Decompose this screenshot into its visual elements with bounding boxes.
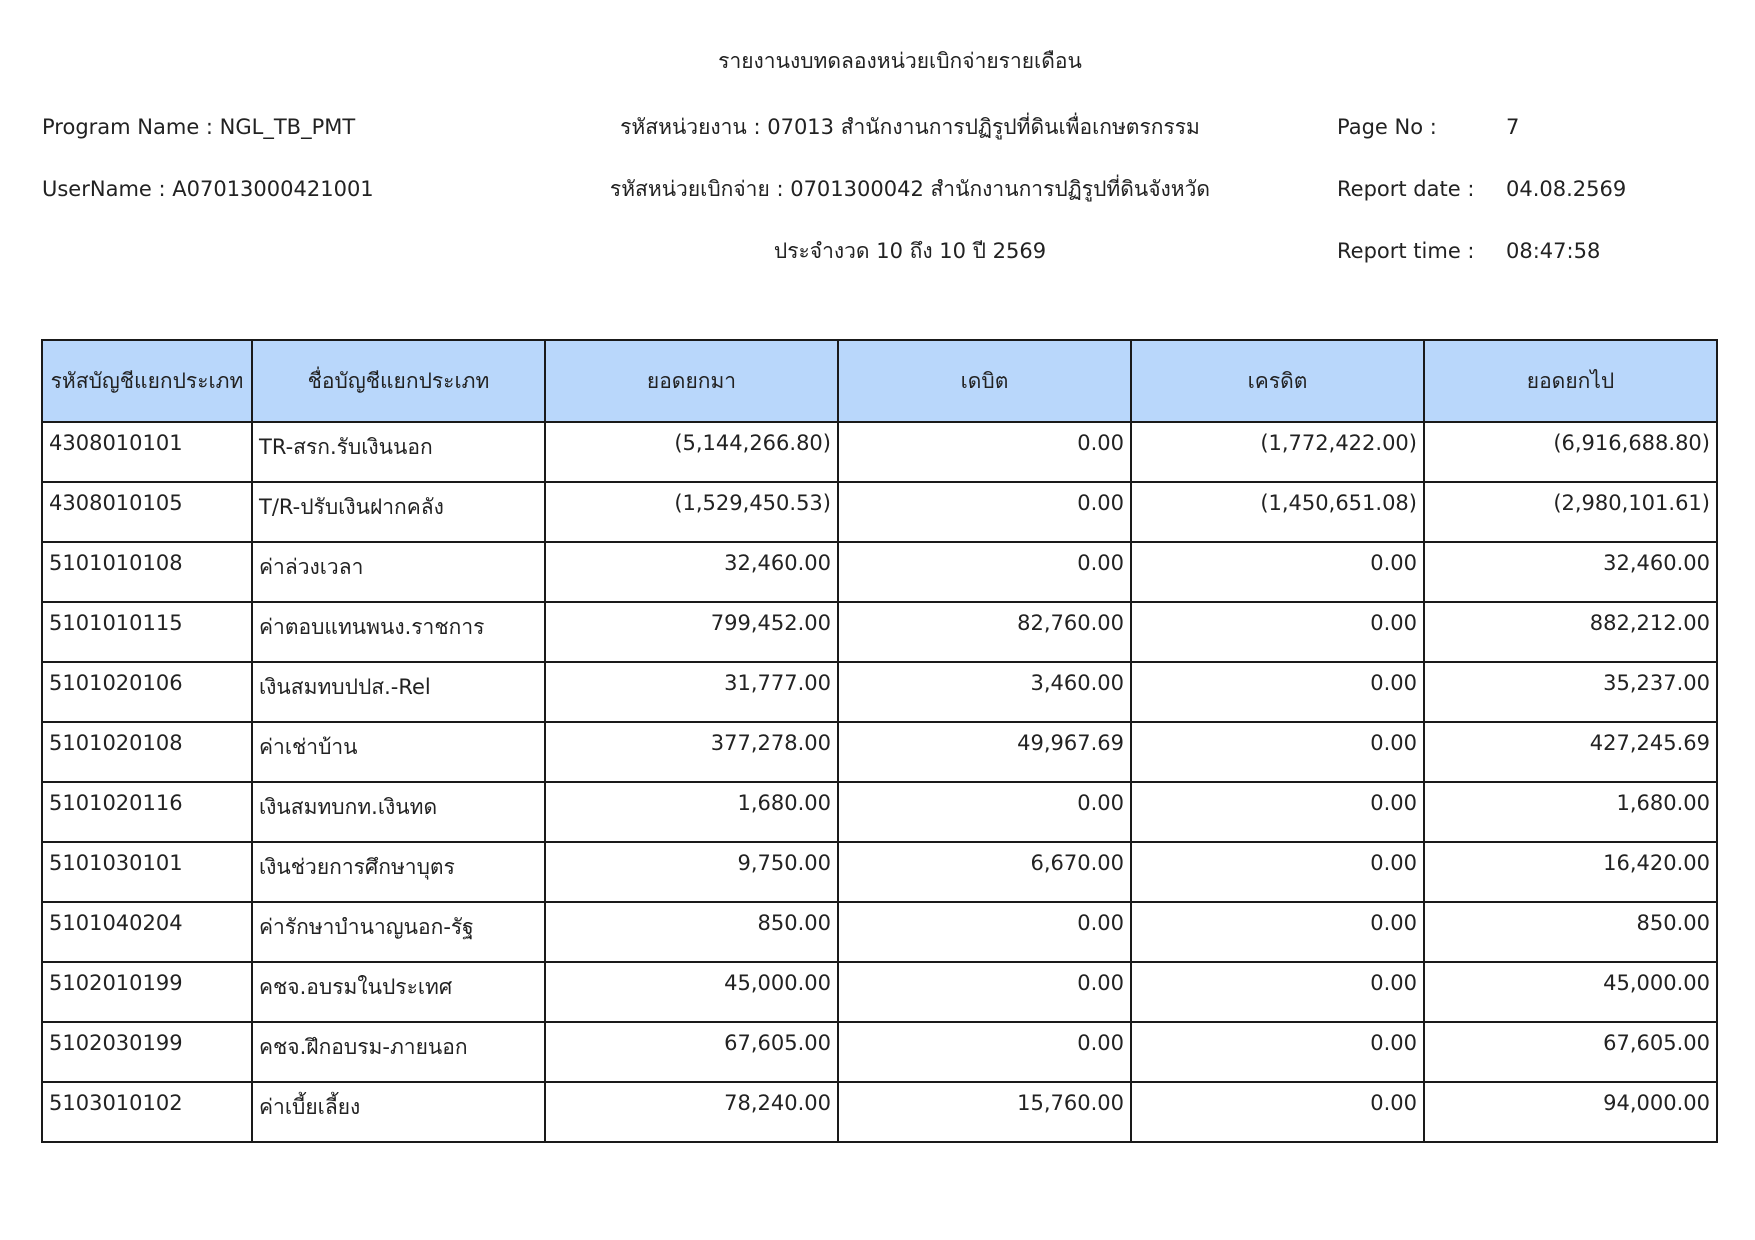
program-name: Program Name : NGL_TB_PMT bbox=[42, 115, 356, 139]
table-row bbox=[42, 542, 1717, 602]
account-name-cell: ค่ารักษาบำนาญนอก-รัฐ bbox=[252, 902, 545, 962]
opening-balance-cell: 45,000.00 bbox=[545, 962, 838, 1022]
report-title: รายงานงบทดลองหน่วยเบิกจ่ายรายเดือน bbox=[718, 49, 1082, 73]
closing-balance-cell: 35,237.00 bbox=[1424, 662, 1717, 722]
col-header-opening-balance: ยอดยกมา bbox=[545, 340, 838, 422]
account-code-cell: 5101030101 bbox=[42, 842, 252, 902]
account-name-cell: T/R-ปรับเงินฝากคลัง bbox=[252, 482, 545, 542]
opening-balance-cell: 32,460.00 bbox=[545, 542, 838, 602]
table-row bbox=[42, 1022, 1717, 1082]
page-no-label: Page No : bbox=[1337, 115, 1437, 139]
table-row bbox=[42, 722, 1717, 782]
table-header-row bbox=[42, 340, 1717, 422]
closing-balance-cell: 427,245.69 bbox=[1424, 722, 1717, 782]
report-date-label: Report date : bbox=[1337, 177, 1475, 201]
debit-cell: 0.00 bbox=[838, 902, 1131, 962]
account-name-cell: เงินสมทบกท.เงินทด bbox=[252, 782, 545, 842]
opening-balance-cell: 1,680.00 bbox=[545, 782, 838, 842]
table-row bbox=[42, 782, 1717, 842]
user-name: UserName : A07013000421001 bbox=[42, 177, 374, 201]
debit-cell: 0.00 bbox=[838, 1022, 1131, 1082]
credit-cell: 0.00 bbox=[1131, 842, 1424, 902]
opening-balance-cell: 31,777.00 bbox=[545, 662, 838, 722]
col-header-credit: เครดิต bbox=[1131, 340, 1424, 422]
debit-cell: 15,760.00 bbox=[838, 1082, 1131, 1142]
table-row bbox=[42, 962, 1717, 1022]
credit-cell: 0.00 bbox=[1131, 722, 1424, 782]
account-name-cell: คชจ.ฝึกอบรม-ภายนอก bbox=[252, 1022, 545, 1082]
account-code-cell: 5101020106 bbox=[42, 662, 252, 722]
opening-balance-cell: 9,750.00 bbox=[545, 842, 838, 902]
opening-balance-cell: 67,605.00 bbox=[545, 1022, 838, 1082]
closing-balance-cell: 1,680.00 bbox=[1424, 782, 1717, 842]
closing-balance-cell: 94,000.00 bbox=[1424, 1082, 1717, 1142]
debit-cell: 0.00 bbox=[838, 962, 1131, 1022]
account-name-cell: ค่าตอบแทนพนง.ราชการ bbox=[252, 602, 545, 662]
closing-balance-cell: 32,460.00 bbox=[1424, 542, 1717, 602]
debit-cell: 82,760.00 bbox=[838, 602, 1131, 662]
closing-balance-cell: (2,980,101.61) bbox=[1424, 482, 1717, 542]
account-code-cell: 5102010199 bbox=[42, 962, 252, 1022]
account-code-cell: 4308010105 bbox=[42, 482, 252, 542]
table-row bbox=[42, 1082, 1717, 1142]
account-name-cell: ค่าเช่าบ้าน bbox=[252, 722, 545, 782]
opening-balance-cell: (5,144,266.80) bbox=[545, 422, 838, 482]
trial-balance-table bbox=[41, 339, 1718, 1143]
period-line: ประจำงวด 10 ถึง 10 ปี 2569 bbox=[773, 239, 1047, 263]
closing-balance-cell: 67,605.00 bbox=[1424, 1022, 1717, 1082]
opening-balance-cell: 377,278.00 bbox=[545, 722, 838, 782]
account-code-cell: 5101040204 bbox=[42, 902, 252, 962]
account-name-cell: TR-สรก.รับเงินนอก bbox=[252, 422, 545, 482]
opening-balance-cell: 799,452.00 bbox=[545, 602, 838, 662]
account-name-cell: คชจ.อบรมในประเทศ bbox=[252, 962, 545, 1022]
closing-balance-cell: 882,212.00 bbox=[1424, 602, 1717, 662]
closing-balance-cell: 16,420.00 bbox=[1424, 842, 1717, 902]
credit-cell: 0.00 bbox=[1131, 602, 1424, 662]
debit-cell: 49,967.69 bbox=[838, 722, 1131, 782]
closing-balance-cell: 850.00 bbox=[1424, 902, 1717, 962]
debit-cell: 0.00 bbox=[838, 782, 1131, 842]
report-date-value: 04.08.2569 bbox=[1506, 177, 1627, 201]
account-code-cell: 4308010101 bbox=[42, 422, 252, 482]
closing-balance-cell: (6,916,688.80) bbox=[1424, 422, 1717, 482]
credit-cell: 0.00 bbox=[1131, 962, 1424, 1022]
debit-cell: 0.00 bbox=[838, 422, 1131, 482]
table-row bbox=[42, 662, 1717, 722]
account-name-cell: ค่าเบี้ยเลี้ยง bbox=[252, 1082, 545, 1142]
credit-cell: 0.00 bbox=[1131, 902, 1424, 962]
debit-cell: 3,460.00 bbox=[838, 662, 1131, 722]
account-code-cell: 5102030199 bbox=[42, 1022, 252, 1082]
opening-balance-cell: 78,240.00 bbox=[545, 1082, 838, 1142]
agency-line: รหัสหน่วยงาน : 07013 สำนักงานการปฏิรูปที่ดินเพื่อเกษตรกรรม bbox=[620, 115, 1200, 139]
table-row bbox=[42, 842, 1717, 902]
disbursement-unit-line: รหัสหน่วยเบิกจ่าย : 0701300042 สำนักงานการปฏิรูปที่ดินจังหวัด bbox=[609, 177, 1211, 201]
debit-cell: 0.00 bbox=[838, 542, 1131, 602]
report-time-value: 08:47:58 bbox=[1506, 239, 1601, 263]
account-code-cell: 5101020108 bbox=[42, 722, 252, 782]
table-row bbox=[42, 602, 1717, 662]
account-code-cell: 5101020116 bbox=[42, 782, 252, 842]
table-row bbox=[42, 902, 1717, 962]
table-row bbox=[42, 422, 1717, 482]
credit-cell: (1,772,422.00) bbox=[1131, 422, 1424, 482]
credit-cell: 0.00 bbox=[1131, 1082, 1424, 1142]
col-header-account-name: ชื่อบัญชีแยกประเภท bbox=[252, 340, 545, 422]
col-header-debit: เดบิต bbox=[838, 340, 1131, 422]
credit-cell: 0.00 bbox=[1131, 662, 1424, 722]
closing-balance-cell: 45,000.00 bbox=[1424, 962, 1717, 1022]
col-header-closing-balance: ยอดยกไป bbox=[1424, 340, 1717, 422]
table-row bbox=[42, 482, 1717, 542]
col-header-account-code: รหัสบัญชีแยกประเภท bbox=[42, 340, 252, 422]
account-name-cell: เงินช่วยการศึกษาบุตร bbox=[252, 842, 545, 902]
credit-cell: 0.00 bbox=[1131, 1022, 1424, 1082]
account-code-cell: 5103010102 bbox=[42, 1082, 252, 1142]
report-time-label: Report time : bbox=[1337, 239, 1475, 263]
opening-balance-cell: (1,529,450.53) bbox=[545, 482, 838, 542]
opening-balance-cell: 850.00 bbox=[545, 902, 838, 962]
account-code-cell: 5101010108 bbox=[42, 542, 252, 602]
debit-cell: 6,670.00 bbox=[838, 842, 1131, 902]
debit-cell: 0.00 bbox=[838, 482, 1131, 542]
account-code-cell: 5101010115 bbox=[42, 602, 252, 662]
credit-cell: (1,450,651.08) bbox=[1131, 482, 1424, 542]
account-name-cell: เงินสมทบปปส.-Rel bbox=[252, 662, 545, 722]
credit-cell: 0.00 bbox=[1131, 782, 1424, 842]
credit-cell: 0.00 bbox=[1131, 542, 1424, 602]
page-no-value: 7 bbox=[1506, 115, 1520, 139]
account-name-cell: ค่าล่วงเวลา bbox=[252, 542, 545, 602]
